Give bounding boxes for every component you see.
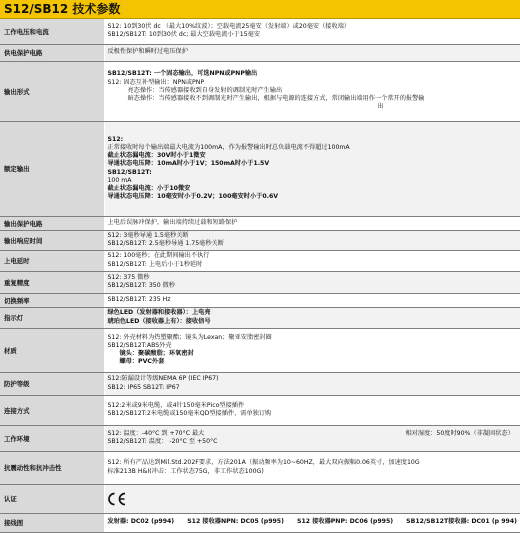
table-row	[0, 293, 520, 307]
row-label-indicators: 指示灯	[0, 307, 104, 328]
row-value-output-config: SB12/SB12T: 一个固态输出，可选NPN或PNP输出 S12: 固态互补型输出：NPN或PNP 亮态操作：当传感器接收到自身发射的调制光时产生输出 暗态操作：当传感器接收不到调制光时产生输出，根据与电源的连接方式，常闭输出端用作一个常开的报警输 出	[104, 61, 520, 121]
row-value-delay: S12: 100毫秒；在此期间输出不执行 SB12/SB12T: 上电后小于1秒延时	[104, 250, 520, 271]
table-row	[0, 61, 520, 121]
row-value-indicators: 绿色LED（发射器和接收器）：上电亮 琥珀色LED（接收器上有）：接收信号	[104, 307, 520, 328]
table-row	[0, 395, 520, 425]
row-label-certifications: 认证	[0, 484, 104, 513]
row-value-environment: S12: 温度：-40°C 到 +70°C 最大 相对湿度：50度时90%（非凝固状态） SB12/SB12T: 温度： -20°C 至 +50°C	[104, 425, 520, 451]
row-value-construction: S12: 外壳材料为热塑聚酯；镜头为Lexan；聚亚安脂密封圈 SB12/SB12T:ABS外壳 镜头：聚碳酸脂；环氧密封 螺母：PVC外套	[104, 328, 520, 372]
ce-mark-icon	[108, 492, 128, 506]
row-value-vibration: S12: 所有产品达到Mil.Std.202F要求，方法201A（振动频率为10~60HZ，最大双向振幅0.06英寸，加速度10G 标准213B H&I(冲击：工作状态75G，非工作状态100G)	[104, 451, 520, 484]
row-label-vibration: 抗震动性和抗冲击性	[0, 451, 104, 484]
spec-table	[0, 19, 520, 533]
row-label-protection: 供电保护电路	[0, 44, 104, 61]
table-row	[0, 328, 520, 372]
row-label-rating: 防护等级	[0, 372, 104, 395]
table-row	[0, 121, 520, 216]
table-row	[0, 372, 520, 395]
row-value-drawings	[104, 513, 520, 532]
table-row	[0, 513, 520, 532]
row-value-repeatability: S12: 375 微秒 SB12/SB12T: 350 微秒	[104, 271, 520, 293]
row-label-drawings: 接线图	[0, 513, 104, 532]
row-label-repeatability: 重复精度	[0, 271, 104, 293]
table-row	[0, 19, 520, 44]
row-value-output-protection: 上电后误脉冲保护，输出端持续过载和短路保护	[104, 216, 520, 230]
row-label-output-rating: 额定输出	[0, 121, 104, 216]
row-label-response: 输出响应时间	[0, 230, 104, 250]
row-value-output-rating: S12: 正常接收时每个输出端最大电流为100mA，作为报警输出时总负载电流不得超过100mA 截止状态漏电流：30V时小于1微安 导通状态电压降：10mA时小于1V；150mA时小于1.5V SB12/SB12T: 100 mA 截止状态漏电流：小于10微安 导通状态电压降：10毫安时小于0.2V；100毫安时小于0.6V	[104, 121, 520, 216]
table-row	[0, 230, 520, 250]
row-value-rating: S12:防漏设计等级NEMA 6P (IEC IP67) SB12: IP65 SB12T: IP67	[104, 372, 520, 395]
row-value-certifications	[104, 484, 520, 513]
table-row	[0, 425, 520, 451]
table-row	[0, 44, 520, 61]
page-title: S12/SB12 技术参数	[0, 0, 520, 19]
row-label-environment: 工作环境	[0, 425, 104, 451]
row-label-construction: 材质	[0, 328, 104, 372]
drawing-ref: S12 接收器NPN: DC05 (p995)	[187, 518, 284, 526]
row-label-connections: 连接方式	[0, 395, 104, 425]
table-row	[0, 271, 520, 293]
drawing-ref: SB12/SB12T接收器: DC01 (p 994)	[406, 518, 517, 526]
row-value-power: S12: 10到30伏 dc （最大10%纹波）；空载电流25毫安（发射端）或20毫安（接收端） SB12/SB12T: 10到30伏 dc; 最大空载电流小于15毫安	[104, 19, 520, 44]
drawing-ref: 发射器: DC02 (p994)	[107, 518, 175, 526]
row-value-protection: 反极性保护和瞬时过电压保护	[104, 44, 520, 61]
row-label-output-protection: 输出保护电路	[0, 216, 104, 230]
table-row	[0, 250, 520, 271]
row-label-power: 工作电压和电流	[0, 19, 104, 44]
row-label-switching: 切换频率	[0, 293, 104, 307]
table-row	[0, 216, 520, 230]
row-label-output-config: 输出形式	[0, 61, 104, 121]
row-value-response: S12: 3毫秒导通 1.5毫秒关断 SB12/SB12T: 2.5毫秒导通 1.75毫秒关断	[104, 230, 520, 250]
table-row	[0, 307, 520, 328]
table-row	[0, 484, 520, 513]
drawing-ref: S12 接收器PNP: DC06 (p995)	[296, 518, 394, 526]
row-label-delay: 上电延时	[0, 250, 104, 271]
table-row	[0, 451, 520, 484]
row-value-connections: S12:2米或9米电缆，或4针150毫米Pico型接插件 SB12/SB12T:2米电缆或150毫米QD型接插件，需单独订购	[104, 395, 520, 425]
row-value-switching: SB12/SB12T: 235 Hz	[104, 293, 520, 307]
